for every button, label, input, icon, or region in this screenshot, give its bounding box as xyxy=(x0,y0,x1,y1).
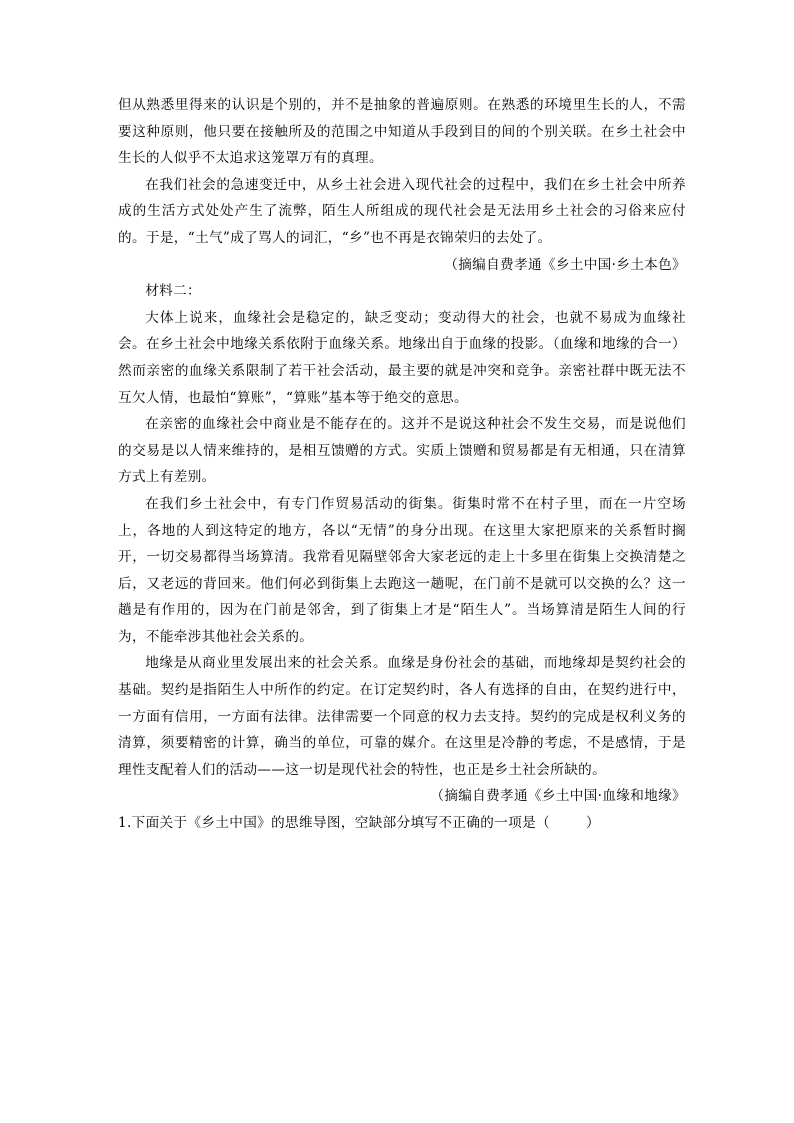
material2-label: 材料二： xyxy=(145,283,201,300)
material2-paragraph-1: 大体上说来，血缘社会是稳定的，缺乏变动；变动得大的社会，也就不易成为血缘社会。在乡土社会中地缘关系依附于血缘关系。地缘出自于血缘的投影。（血缘和地缘的合一）然而亲密的血缘关系限制了若干社会活动，最主要的就是冲突和竞争。亲密社群中既无法不互欠人情，也最怕“算账”，“算账”基本等于绝交的意思。 xyxy=(118,309,686,406)
question-1 xyxy=(118,810,686,837)
material1-paragraph-2: 在我们社会的急速变迁中，从乡土社会进入现代社会的过程中，我们在乡土社会中所养成的生活方式处处产生了流弊，陌生人所组成的现代社会是无法用乡土社会的习俗来应付的。于是，“土气”成了骂人的词汇，“乡”也不再是衣锦荣归的去处了。 xyxy=(118,176,686,246)
material1-paragraph-1: 但从熟悉里得来的认识是个别的，并不是抽象的普遍原则。在熟悉的环境里生长的人，不需要这种原则，他只要在接触所及的范围之中知道从手段到目的间的个别关联。在乡土社会中生长的人似乎不太追求这笼罩万有的真理。 xyxy=(118,97,686,167)
material1-source: （摘编自费孝通《乡土中国·乡土本色》 xyxy=(444,256,686,273)
material2-paragraph-3: 在我们乡土社会中，有专门作贸易活动的街集。街集时常不在村子里，而在一片空场上，各地的人到这特定的地方，各以“无情”的身分出现。在这里大家把原来的关系暂时搁开，一切交易都得当场算清。我常看见隔壁邻舍大家老远的走上十多里在街集上交换清楚之后，又老远的背回来。他们何必到街集上去跑这一趟呢，在门前不是就可以交换的么？这一趟是有作用的，因为在门前是邻舍，到了街集上才是“陌生人”。当场算清是陌生人间的行为，不能牵涉其他社会关系的。 xyxy=(118,495,686,645)
material2-paragraph-4: 地缘是从商业里发展出来的社会关系。血缘是身份社会的基础，而地缘却是契约社会的基础。契约是指陌生人中所作的约定。在订定契约时，各人有选择的自由，在契约进行中，一方面有信用，一方面有法律。法律需要一个同意的权力去支持。契约的完成是权利义务的清算，须要精密的计算，确当的单位，可靠的媒介。在这里是冷静的考虑，不是感情，于是理性支配着人们的活动——这一切是现代社会的特性，也正是乡土社会所缺的。 xyxy=(118,655,686,778)
material2-source: （摘编自费孝通《乡土中国·血缘和地缘》 xyxy=(430,788,686,805)
question-1-close: ） xyxy=(585,815,600,832)
material2-paragraph-2: 在亲密的血缘社会中商业是不能存在的。这并不是说这种社会不发生交易，而是说他们的交易是以人情来维持的，是相互馈赠的方式。实质上馈赠和贸易都是有无相通，只在清算方式上有差别。 xyxy=(118,416,686,486)
question-1-stem: 1.下面关于《乡土中国》的思维导图，空缺部分填写不正确的一项是（ xyxy=(118,815,550,832)
